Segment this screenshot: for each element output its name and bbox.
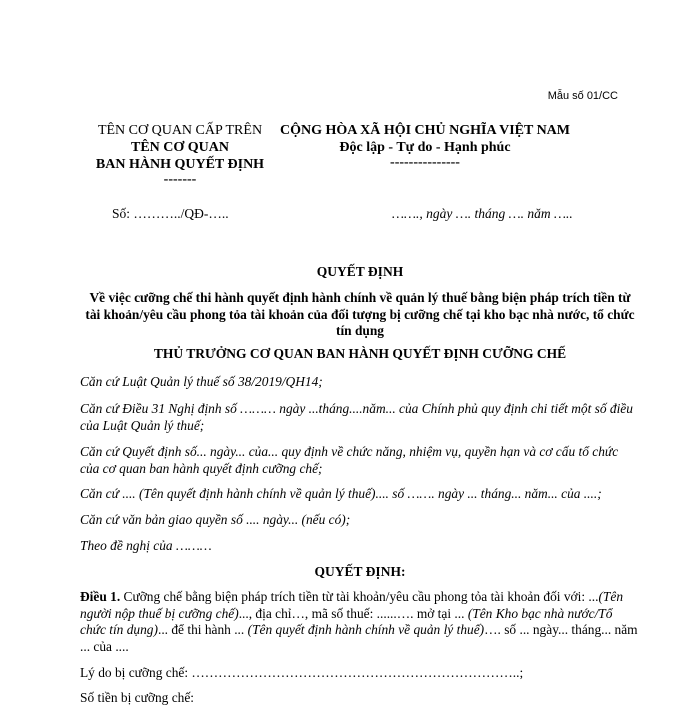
legal-basis-2: Căn cứ Điều 31 Nghị định số ……… ngày ...tháng....năm... của Chính phủ quy định chi tiết một số điều của Luật Quản lý thuế; [80, 401, 633, 433]
national-header-block [275, 122, 575, 170]
document-subject: Về việc cưỡng chế thi hành quyết định hành chính về quản lý thuế bằng biện pháp trích tiền từ tài khoản/yêu cầu phong tỏa tài khoản của đối tượng bị cưỡng chế tại kho bạc nhà nước, tổ chức tín dụng [85, 290, 635, 338]
legal-basis-4: Căn cứ .... (Tên quyết định hành chính về quản lý thuế).... số ……. ngày ... tháng... năm... của ....; [80, 486, 602, 501]
form-code: Mẫu số 01/CC [547, 90, 618, 102]
country-name: CỘNG HÒA XÃ HỘI CHỦ NGHĨA VIỆT NAM [279, 123, 570, 138]
left-divider: ------- [163, 172, 197, 187]
legal-basis-3: Căn cứ Quyết định số... ngày... của... quy định về chức năng, nhiệm vụ, quyền hạn và cơ cấu tổ chức của cơ quan ban hành quyết định cưỡng chế; [80, 444, 619, 476]
article-1-decision-name: (Tên quyết định hành chính về quản lý thuế) [247, 622, 485, 637]
motto: Độc lập - Tự do - Hạnh phúc [339, 140, 511, 155]
decision-heading: QUYẾT ĐỊNH: [314, 564, 406, 579]
document-title: QUYẾT ĐỊNH [316, 264, 404, 279]
superior-agency-name: TÊN CƠ QUAN CẤP TRÊN [97, 123, 263, 138]
article-1-text-e: ... để thi hành ... [157, 622, 248, 637]
decision-number: Số: ………../QĐ-….. [112, 206, 229, 221]
article-1-label: Điều 1. [80, 589, 121, 604]
article-1-bank: (Tên Kho bạc nhà nước/Tổ chức tín dụng) [80, 605, 613, 637]
reason-line: Lý do bị cưỡng chế: ………………………………………………………………..; [80, 665, 524, 680]
proposal-line: Theo đề nghị của ……… [80, 538, 212, 553]
article-1-text-c: ..., địa chỉ…, mã số thuế: ......…. mở tại ... [238, 605, 468, 621]
legal-basis-1: Căn cứ Luật Quản lý thuế số 38/2019/QH14; [80, 374, 323, 389]
agency-role: BAN HÀNH QUYẾT ĐỊNH [95, 157, 265, 172]
amount-line: Số tiền bị cưỡng chế: [80, 690, 195, 705]
decision-date: ……., ngày …. tháng …. năm ….. [392, 206, 573, 221]
article-1 [80, 589, 640, 655]
issuing-agency-block [80, 122, 280, 187]
agency-name: TÊN CƠ QUAN [130, 140, 229, 155]
article-1-taxpayer: (Tên người nộp thuế bị cưỡng chế) [80, 589, 624, 621]
issuing-authority: THỦ TRƯỞNG CƠ QUAN BAN HÀNH QUYẾT ĐỊNH CƯỠNG CHẾ [153, 346, 567, 361]
legal-basis-5: Căn cứ văn bản giao quyền số .... ngày... (nếu có); [80, 512, 351, 527]
right-divider: --------------- [390, 155, 460, 170]
article-1-text-a: Cưỡng chế bằng biện pháp trích tiền từ tài khoản/yêu cầu phong tỏa tài khoản đối với: ... [120, 589, 599, 604]
article-1-text-g: …. số ... ngày... tháng... năm ... của .... [80, 622, 638, 654]
